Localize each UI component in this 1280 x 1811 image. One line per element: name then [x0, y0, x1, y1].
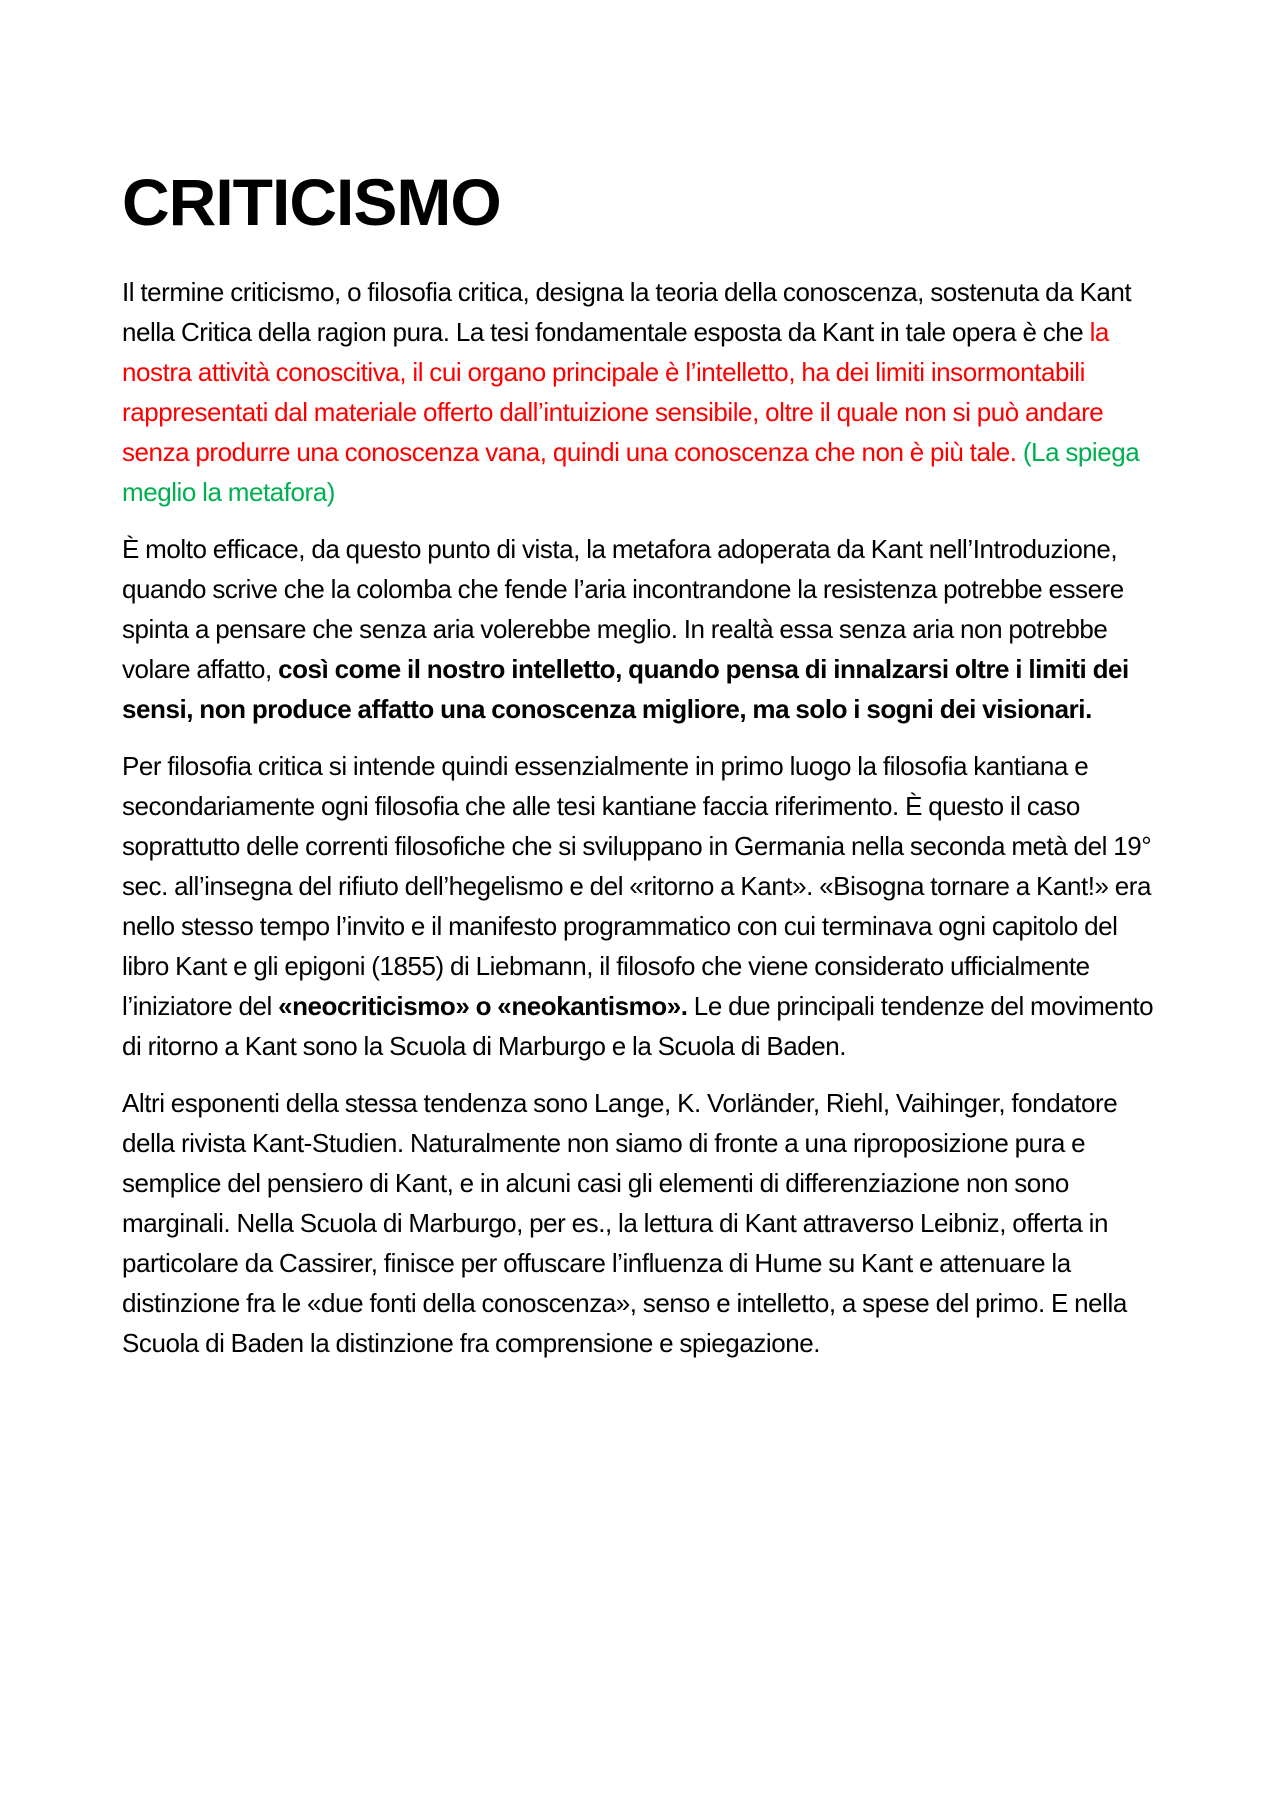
paragraph-metaphor-bold: così come il nostro intelletto, quando pensa di innalzarsi oltre i limiti dei sensi, non produce affatto una conoscenza migliore, ma solo i sogni dei visionari.: [122, 654, 1129, 724]
paragraph-neokantism: [122, 746, 1162, 1066]
paragraph-metaphor-text: È molto efficace, da questo punto di vista, la metafora adoperata da Kant nell’Introduzione, quando scrive che la colomba che fende l’aria incontrandone la resistenza potrebbe essere spinta a pensare che senza aria volerebbe meglio. In realtà essa senza aria non potrebbe volare affatto,: [122, 534, 1124, 684]
paragraph-neokantism-tail: Le due principali tendenze del movimento di ritorno a Kant sono la Scuola di Marburgo e la Scuola di Baden.: [122, 991, 1154, 1061]
highlight-red-text: la nostra attività conoscitiva, il cui organo principale è l’intelletto, ha dei limiti insormontabili rappresentati dal materiale offerto dall’intuizione sensibile, oltre il quale non si può andare senza produrre una conoscenza vana, quindi una conoscenza che non è più tale.: [122, 317, 1109, 467]
paragraph-neokantism-bold: «neocriticismo» o «neokantismo».: [278, 991, 688, 1021]
page-title: CRITICISMO: [122, 165, 501, 239]
paragraph-metaphor: [122, 529, 1162, 729]
document-page: [122, 160, 1162, 1380]
paragraph-exponents-text: Altri esponenti della stessa tendenza sono Lange, K. Vorländer, Riehl, Vaihinger, fondatore della rivista Kant-Studien. Naturalmente non siamo di fronte a una riproposizione pura e semplice del pensiero di Kant, e in alcuni casi gli elementi di differenziazione non sono marginali. Nella Scuola di Marburgo, per es., la lettura di Kant attraverso Leibniz, offerta in particolare da Cassirer, finisce per offuscare l’influenza di Hume su Kant e attenuare la distinzione fra le «due fonti della conoscenza», senso e intelletto, a spese del primo. E nella Scuola di Baden la distinzione fra comprensione e spiegazione.: [122, 1088, 1127, 1358]
paragraph-definition: [122, 272, 1162, 512]
paragraph-exponents: [122, 1083, 1162, 1363]
highlight-green-note: (La spiega meglio la metafora): [122, 437, 1140, 507]
paragraph-neokantism-text: Per filosofia critica si intende quindi essenzialmente in primo luogo la filosofia kantiana e secondariamente ogni filosofia che alle tesi kantiane faccia riferimento. È questo il caso soprattutto delle correnti filosofiche che si sviluppano in Germania nella seconda metà del 19° sec. all’insegna del rifiuto dell’hegelismo e del «ritorno a Kant». «Bisogna tornare a Kant!» era nello stesso tempo l’invito e il manifesto programmatico con cui terminava ogni capitolo del libro Kant e gli epigoni (1855) di Liebmann, il filosofo che viene considerato ufficialmente l’iniziatore del: [122, 751, 1152, 1021]
paragraph-definition-text: Il termine criticismo, o filosofia critica, designa la teoria della conoscenza, sostenuta da Kant nella Critica della ragion pura. La tesi fondamentale esposta da Kant in tale opera è che: [122, 277, 1132, 347]
